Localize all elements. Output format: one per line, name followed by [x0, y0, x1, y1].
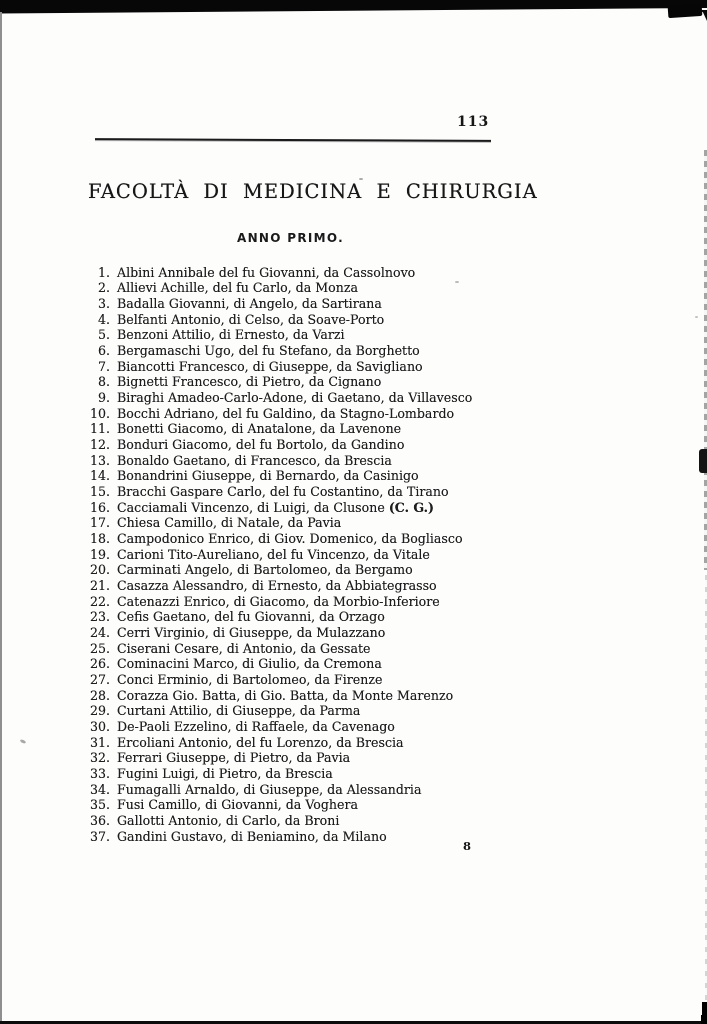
- list-item-number: 16.: [89, 499, 110, 515]
- list-item-number: 6.: [97, 342, 110, 358]
- list-item: [84, 703, 472, 719]
- list-item-text: Bocchi Adriano, del fu Galdino, da Stagno-Lombardo: [117, 405, 455, 421]
- scan-artifact-top-blob: [668, 4, 703, 18]
- list-item-text: Cerri Virginio, di Giuseppe, da Mulazzano: [117, 624, 386, 640]
- list-item: [84, 515, 472, 531]
- list-item: [84, 484, 472, 500]
- list-item: [84, 453, 472, 469]
- list-item-text: Cacciamali Vincenzo, di Luigi, da Clusone: [117, 499, 389, 515]
- list-item-number: 24.: [89, 624, 110, 640]
- list-item-number: 32.: [89, 750, 110, 766]
- list-item-number: 15.: [89, 483, 110, 499]
- list-item-text: Carioni Tito-Aureliano, del fu Vincenzo, da Vitale: [117, 546, 430, 562]
- list-item-text: Bonetti Giacomo, di Anatalone, da Lavenone: [117, 421, 402, 437]
- list-item-number: 1.: [97, 264, 110, 280]
- list-item: [84, 766, 472, 782]
- list-item-number: 37.: [89, 828, 110, 844]
- list-item-text: De-Paoli Ezzelino, di Raffaele, da Cavenago: [117, 718, 395, 734]
- list-item-text: Curtani Attilio, di Giuseppe, da Parma: [117, 703, 361, 719]
- list-item: [84, 421, 472, 437]
- list-item-number: 13.: [89, 452, 110, 468]
- list-item-text: Bignetti Francesco, di Pietro, da Cignano: [117, 374, 382, 390]
- list-item-text: Gallotti Antonio, di Carlo, da Broni: [117, 813, 340, 829]
- list-item: [84, 531, 472, 547]
- list-item-number: 22.: [89, 593, 110, 609]
- list-item-text: Fumagalli Arnaldo, di Giuseppe, da Alessandria: [117, 781, 422, 797]
- list-item: [84, 280, 472, 296]
- list-item-text: Corazza Gio. Batta, di Gio. Batta, da Monte Marenzo: [117, 687, 454, 703]
- list-item: [84, 625, 472, 641]
- list-item: [84, 265, 472, 281]
- list-item-number: 36.: [89, 813, 110, 829]
- list-item: [84, 735, 472, 751]
- list-item-text: Bracchi Gaspare Carlo, del fu Costantino, da Tirano: [117, 483, 449, 499]
- page-number: 113: [457, 114, 490, 130]
- list-item-number: 8.: [97, 374, 110, 390]
- scan-artifact-right-blob: [699, 449, 707, 473]
- list-item-number: 9.: [97, 389, 110, 405]
- list-item: [84, 672, 472, 688]
- list-item-text: Fusi Camillo, di Giovanni, da Voghera: [117, 797, 358, 813]
- signature-mark: 8: [463, 839, 472, 853]
- list-item-text: Belfanti Antonio, di Celso, da Soave-Porto: [117, 311, 385, 327]
- list-item-text: Albini Annibale del fu Giovanni, da Cassolnovo: [117, 264, 416, 280]
- list-item: [84, 750, 472, 766]
- list-item: [84, 688, 472, 704]
- scan-artifact-bottom-nub: [701, 1015, 707, 1024]
- list-item: [84, 374, 472, 390]
- list-item: [84, 562, 472, 578]
- list-item: [84, 719, 472, 735]
- list-item-number: 35.: [89, 797, 110, 813]
- list-item-number: 12.: [89, 436, 110, 452]
- list-item-number: 25.: [89, 640, 110, 656]
- list-item: [84, 468, 472, 484]
- list-item-number: 2.: [97, 280, 110, 296]
- list-item-number: 3.: [97, 295, 110, 311]
- list-item: [84, 359, 472, 375]
- list-item-text: Cominacini Marco, di Giulio, da Cremona: [117, 656, 382, 672]
- list-item: [84, 327, 472, 343]
- list-item-number: 14.: [89, 468, 110, 484]
- student-list: [84, 265, 472, 845]
- list-item: [84, 390, 472, 406]
- list-item-note: (C. G.): [388, 499, 434, 515]
- scan-artifact-left-edge: [0, 12, 2, 1024]
- list-item-number: 23.: [89, 609, 110, 625]
- list-item-text: Bonaldo Gaetano, di Francesco, da Brescia: [117, 452, 392, 468]
- list-item-number: 19.: [89, 546, 110, 562]
- list-item-number: 11.: [89, 421, 110, 437]
- list-item: [84, 782, 472, 798]
- list-item-text: Benzoni Attilio, di Ernesto, da Varzi: [117, 327, 345, 343]
- list-item-text: Conci Erminio, di Bartolomeo, da Firenze: [117, 671, 383, 687]
- list-item-number: 5.: [97, 327, 110, 343]
- list-item-text: Campodonico Enrico, di Giov. Domenico, da Bogliasco: [117, 530, 463, 546]
- list-item-text: Chiesa Camillo, di Natale, da Pavia: [117, 515, 342, 531]
- scan-artifact-top-bar: [0, 0, 707, 15]
- list-item-text: Ciserani Cesare, di Antonio, da Gessate: [117, 640, 371, 656]
- list-item-text: Catenazzi Enrico, di Giacomo, da Morbio-Inferiore: [117, 593, 440, 609]
- list-item-text: Cefis Gaetano, del fu Giovanni, da Orzago: [117, 609, 385, 625]
- list-item-number: 28.: [89, 687, 110, 703]
- list-item-number: 29.: [89, 703, 110, 719]
- list-item: [84, 406, 472, 422]
- list-item: [84, 656, 472, 672]
- list-item-text: Biraghi Amadeo-Carlo-Adone, di Gaetano, da Villavesco: [117, 389, 473, 405]
- list-item: [84, 641, 472, 657]
- list-item-text: Bonandrini Giuseppe, di Bernardo, da Casinigo: [117, 468, 419, 484]
- list-item: [84, 547, 472, 563]
- list-item-number: 31.: [89, 734, 110, 750]
- list-item: [84, 500, 472, 516]
- list-item-text: Bergamaschi Ugo, del fu Stefano, da Borghetto: [117, 342, 420, 358]
- list-item: [84, 437, 472, 453]
- list-item-text: Ferrari Giuseppe, di Pietro, da Pavia: [117, 750, 351, 766]
- list-item-text: Casazza Alessandro, di Ernesto, da Abbiategrasso: [117, 577, 437, 593]
- page-title: FACOLTÀ DI MEDICINA E CHIRURGIA: [88, 180, 538, 203]
- list-item-number: 33.: [89, 766, 110, 781]
- list-item-text: Bonduri Giacomo, del fu Bortolo, da Gandino: [117, 436, 405, 452]
- list-item-number: 7.: [97, 358, 110, 374]
- list-item: [84, 343, 472, 359]
- list-item-number: 21.: [89, 577, 110, 593]
- list-item-number: 34.: [89, 781, 110, 797]
- list-item-number: 26.: [89, 656, 110, 672]
- list-item-text: Ercoliani Antonio, del fu Lorenzo, da Brescia: [117, 734, 404, 750]
- list-item-text: Allievi Achille, del fu Carlo, da Monza: [117, 280, 358, 296]
- list-item: [84, 797, 472, 813]
- list-item-number: 10.: [89, 405, 110, 421]
- list-item-text: Biancotti Francesco, di Giuseppe, da Savigliano: [117, 358, 423, 374]
- list-item-number: 20.: [89, 562, 110, 578]
- list-item: [84, 594, 472, 610]
- list-item: [84, 578, 472, 594]
- list-item-text: Fugini Luigi, di Pietro, da Brescia: [117, 766, 333, 781]
- list-item-number: 27.: [89, 671, 110, 687]
- list-item: [84, 312, 472, 328]
- list-item: [84, 296, 472, 312]
- list-item: [84, 813, 472, 829]
- list-item-number: 18.: [89, 530, 110, 546]
- scan-speck: [20, 739, 27, 744]
- list-item: [84, 829, 472, 845]
- header-rule: [95, 138, 491, 142]
- list-item-number: 4.: [97, 311, 110, 327]
- list-item-text: Gandini Gustavo, di Beniamino, da Milano: [117, 828, 387, 844]
- list-item-text: Carminati Angelo, di Bartolomeo, da Bergamo: [117, 562, 413, 578]
- list-item: [84, 609, 472, 625]
- list-item-number: 17.: [89, 515, 110, 531]
- scan-speck: [695, 316, 698, 318]
- section-heading: ANNO PRIMO.: [237, 231, 344, 245]
- list-item-text: Badalla Giovanni, di Angelo, da Sartirana: [117, 295, 382, 311]
- list-item-number: 30.: [89, 718, 110, 734]
